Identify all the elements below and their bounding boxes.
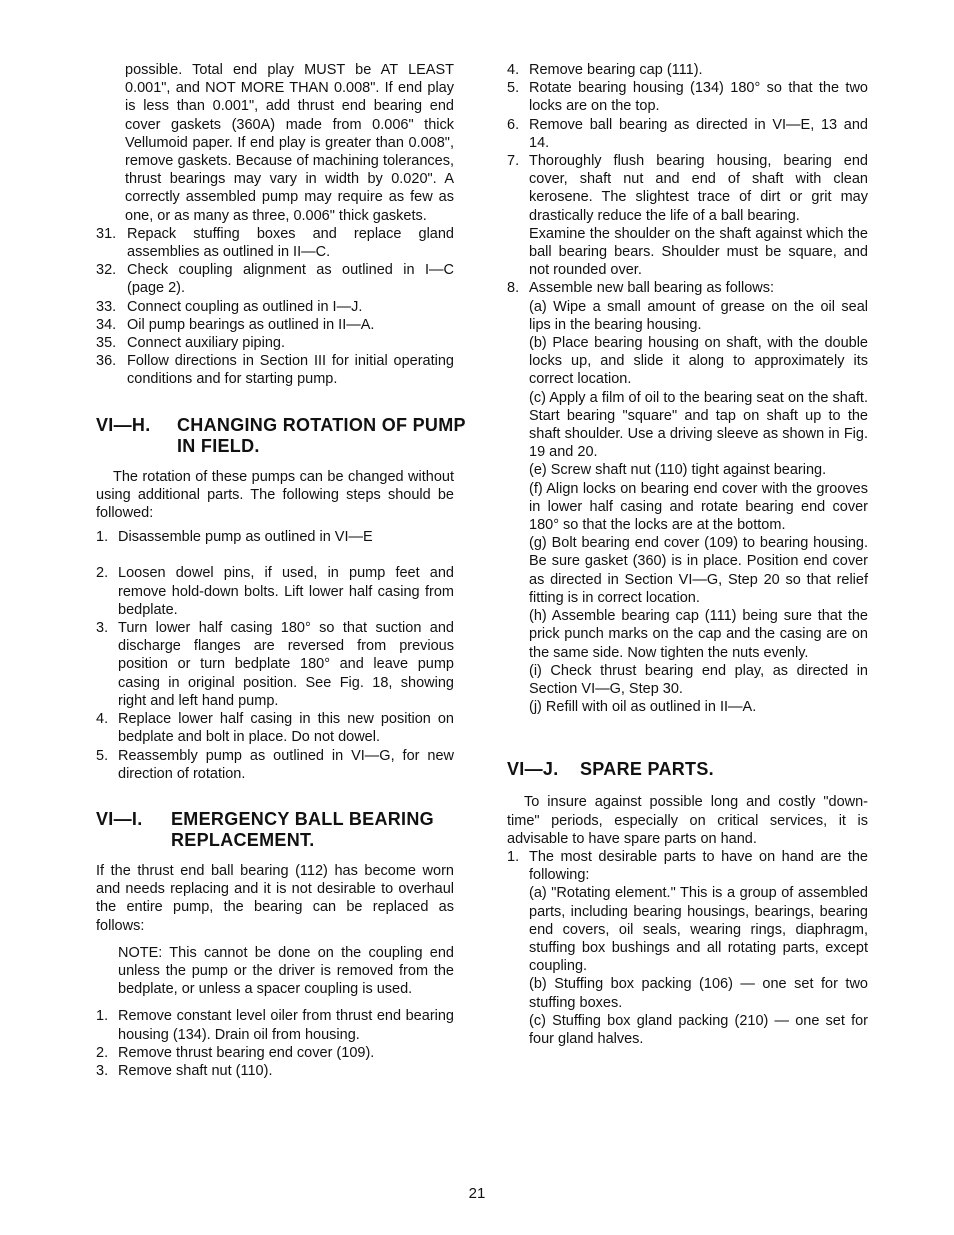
sub-step: (c) Apply a film of oil to the bearing seat on the shaft. Start bearing "square" and tap on shaft up to the shaft shoulder. Use a driving sleeve as shown in Fig. 19 and 20. — [529, 389, 868, 461]
sub-step: (b) Place bearing housing on shaft, with the double locks up, and slide it along to approximately its correct location. — [529, 335, 868, 388]
list-item — [507, 116, 868, 152]
item-text: Rotate bearing housing (134) 180° so that the two locks are on the top. — [529, 80, 868, 115]
item-text: Remove constant level oiler from thrust end bearing housing (134). Drain oil from housing. — [118, 1008, 454, 1043]
item-number: 35. — [96, 335, 117, 352]
section-intro: To insure against possible long and costly "down-time" periods, especially on critical services, it is advisable to have spare parts on hand. — [507, 794, 868, 847]
section-intro: If the thrust end ball bearing (112) has become worn and needs replacing and it is not desirable to overhaul the entire pump, the bearing can be replaced as follows: — [96, 862, 454, 934]
list-item — [96, 1044, 454, 1062]
section-code: VI—J. — [507, 759, 559, 780]
list-item — [96, 352, 454, 388]
item-number: 34. — [96, 316, 117, 333]
sub-step: (c) Stuffing box gland packing (210) — one set for four gland halves. — [529, 1012, 868, 1047]
list-item — [507, 79, 868, 115]
steps-h-2-5 — [96, 564, 454, 782]
sub-step: (h) Assemble bearing cap (111) being sure that the prick punch marks on the cap and the casing are on the same side. Now tighten the nuts evenly. — [529, 608, 868, 661]
page-number: 21 — [468, 1185, 486, 1202]
sub-step: (a) "Rotating element." This is a group of assembled parts, including bearing housings, bearings, bearing end covers, oil seals, wearing rings, diaphragm, stuffing box bushings and all rotating parts, except coupling. — [529, 885, 868, 975]
list-item — [507, 152, 868, 279]
list-item — [96, 528, 454, 546]
item-text: Reassembly pump as outlined in VI—G, for new direction of rotation. — [118, 747, 454, 782]
section-heading-vi-h — [96, 415, 477, 457]
section-intro: The rotation of these pumps can be changed without using additional parts. The following steps should be followed: — [96, 468, 454, 522]
section-title: EMERGENCY BALL BEARING REPLACEMENT. — [171, 808, 434, 850]
item-number: 5. — [96, 747, 109, 764]
section-title: CHANGING ROTATION OF PUMP IN FIELD. — [177, 414, 466, 456]
list-item — [96, 564, 454, 619]
item-number: 5. — [507, 80, 520, 97]
list-item — [507, 279, 868, 716]
item-text: Turn lower half casing 180° so that suction and discharge flanges are reversed from previous position or turn bedplate 180° and leave pump casing in original position. See Fig. 18, showing right and left hand pump. — [118, 620, 454, 709]
list-item — [96, 261, 454, 297]
steps-j-1 — [507, 848, 868, 1048]
item-text: Remove shaft nut (110). — [118, 1062, 273, 1079]
list-item — [96, 225, 454, 261]
steps-i-4-7 — [507, 61, 868, 716]
item-number: 1. — [96, 529, 109, 546]
item-number: 7. — [507, 153, 520, 170]
item-text: Assemble new ball bearing as follows: — [529, 280, 775, 297]
sub-step: (e) Screw shaft nut (110) tight against bearing. — [529, 462, 827, 479]
list-item — [96, 316, 454, 334]
item-number: 2. — [96, 565, 109, 582]
item-number: 1. — [507, 848, 520, 865]
steps-31-36 — [96, 225, 454, 389]
item-text: Loosen dowel pins, if used, in pump feet and remove hold-down bolts. Lift lower half casing from bedplate. — [118, 565, 454, 618]
list-item — [96, 1007, 454, 1043]
item-text: Remove bearing cap (111). — [529, 62, 703, 78]
item-text: Connect coupling as outlined in I—J. — [127, 298, 363, 315]
section-code: VI—I. — [96, 808, 143, 829]
item-text: Disassemble pump as outlined in VI—E — [118, 529, 373, 546]
section-heading-vi-i — [96, 809, 451, 851]
item-number: 3. — [96, 620, 109, 637]
item-number: 36. — [96, 353, 117, 370]
continuation-paragraph: possible. Total end play MUST be AT LEAST 0.001", and NOT MORE THAN 0.008". If end play is less than 0.001", add thrust end bearing end cover gaskets (360A) made from 0.006" thick Vellumoid paper. If end play is greater than 0.008", remove gaskets. Because of machining tolerances, thrust bearings may vary in width by 0.020". A correctly assembled pump may require as few as one, or as many as three, 0.006" thick gaskets. — [125, 62, 454, 224]
item-number: 4. — [96, 711, 109, 728]
sub-step: (j) Refill with oil as outlined in II—A. — [529, 699, 757, 716]
section-code: VI—H. — [96, 414, 151, 435]
list-item — [507, 61, 868, 79]
item-number: 1. — [96, 1008, 109, 1025]
sub-step: (i) Check thrust bearing end play, as directed in Section VI—G, Step 30. — [529, 662, 868, 697]
item-text: Remove thrust bearing end cover (109). — [118, 1044, 375, 1061]
note-paragraph: NOTE: This cannot be done on the coupling end unless the pump or the driver is removed from the bedplate, or unless a spacer coupling is used. — [118, 944, 454, 998]
item-text: Replace lower half casing in this new position on bedplate and bolt in place. Do not dowel. — [118, 711, 454, 746]
item-text: Remove ball bearing as directed in VI—E, 13 and 14. — [529, 116, 868, 151]
item-text: Thoroughly flush bearing housing, bearing end cover, shaft nut and end of shaft with clean kerosene. The slightest trace of dirt or grit may drastically reduce the life of a ball bearing. — [529, 153, 868, 224]
steps-h-1 — [96, 528, 454, 546]
list-item — [507, 848, 868, 1048]
item-text: The most desirable parts to have on hand are the following: — [529, 848, 868, 884]
item-text: Check coupling alignment as outlined in I—C (page 2). — [127, 262, 454, 297]
sub-step: (a) Wipe a small amount of grease on the oil seal lips in the bearing housing. — [529, 298, 868, 333]
item-number: 2. — [96, 1044, 109, 1061]
right-column — [507, 61, 868, 1048]
item-number: 33. — [96, 298, 117, 315]
list-item — [96, 298, 454, 316]
item-text: Follow directions in Section III for initial operating conditions and for starting pump. — [127, 353, 454, 388]
item-number: 6. — [507, 116, 520, 133]
item-extra-paragraph: Examine the shoulder on the shaft against which the ball bearing bears. Shoulder must be square, and not rounded over. — [529, 225, 868, 279]
sub-step: (g) Bolt bearing end cover (109) to bearing housing. Be sure gasket (360) is in place. Position end cover as directed in Section VI—G, Step 20 so that relief fitting is in correct location. — [529, 535, 868, 606]
sub-step: (b) Stuffing box packing (106) — one set for two stuffing boxes. — [529, 976, 868, 1011]
list-item — [96, 710, 454, 746]
item-number: 4. — [507, 62, 520, 78]
steps-i-1-3 — [96, 1007, 454, 1080]
section-heading-vi-j — [507, 759, 868, 780]
left-column — [96, 61, 466, 1080]
list-item — [96, 1062, 454, 1080]
list-item — [96, 619, 454, 710]
sub-step: (f) Align locks on bearing end cover with the grooves in lower half casing and rotate bearing end cover 180° so that the locks are at the bottom. — [529, 480, 868, 534]
section-title: SPARE PARTS. — [580, 759, 714, 780]
item-text: Oil pump bearings as outlined in II—A. — [127, 316, 375, 333]
list-item — [96, 747, 454, 783]
item-text: Connect auxiliary piping. — [127, 335, 285, 352]
item-number: 31. — [96, 225, 117, 242]
item-number: 32. — [96, 262, 117, 279]
item-text: Repack stuffing boxes and replace gland assemblies as outlined in II—C. — [127, 225, 454, 261]
item-number: 3. — [96, 1062, 109, 1079]
item-number: 8. — [507, 280, 520, 297]
list-item — [96, 334, 454, 352]
